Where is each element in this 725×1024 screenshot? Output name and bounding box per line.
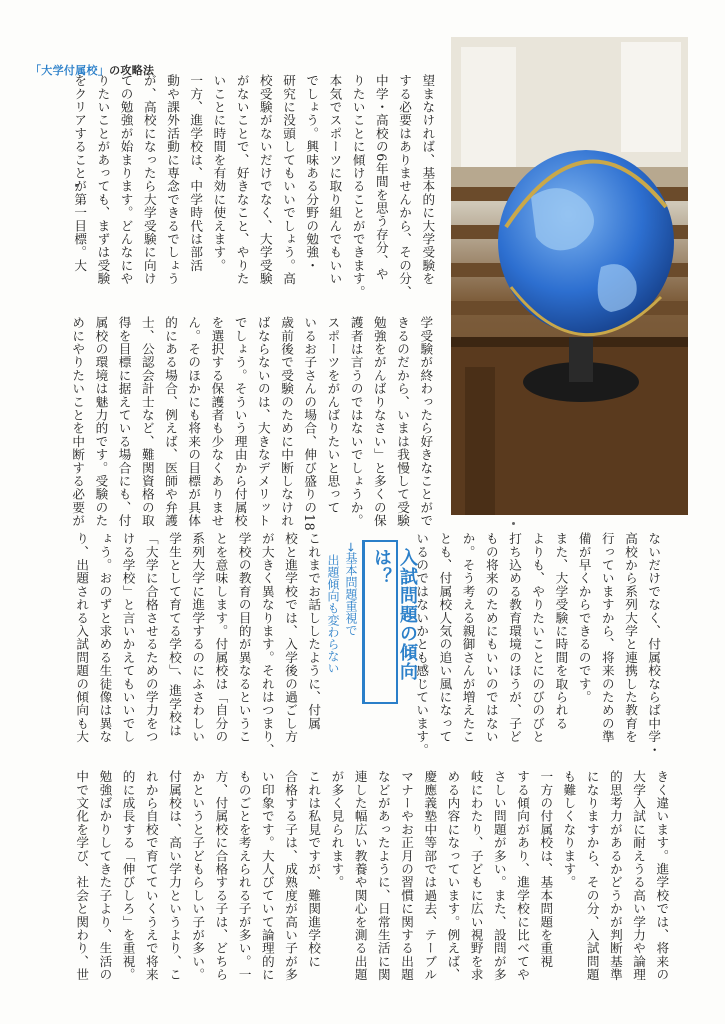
- globe-photo: [451, 37, 688, 515]
- section-heading: [362, 540, 418, 704]
- body-column-lower-left: きく違います。進学校では、将来の 大学入試に耐えうる高い学力や論理 的思考力があるかどうかが判断基準 になりますから、その分、入試問題 も難しくなります。 一方の付属校は、基本問題を重視 する傾向があり、進学校に比べてや さしい問題が多い。また、設問が多 岐にわたり、子どもに広い視野を求 める内容になっています。例えば、 慶應義塾中等部では過去、テーブル マナーやお正月の習慣に関する出題 などがあったように、日常生活に関 連した幅広い教養や関心を測る出題 が多く見られます。 これは私見ですが、難関進学校に 合格する子は、成熟度が高い子が多 い印象です。大人びていて論理的に ものごとを考えられる子が多い。一 方、付属校に合格する子は、どちら かというと子どもらしい子が多い。 付属校は、高い学力というより、こ れから自校で育てていくうえで将来 的に成長する「伸びしろ」を重視。 勉強ばかりしてきた子より、生活の 中で文化を学び、社会と関わり、世: [74, 770, 670, 982]
- section-header-label: の攻略法: [109, 64, 155, 77]
- margin-dot: [512, 522, 515, 525]
- section-subheading: →基本問題重視で 出題傾向も変わらない: [326, 542, 358, 674]
- section-heading-title: 入試問題の傾向は？: [371, 548, 418, 681]
- body-column-upper-left: 望まなければ、基本的に大学受験を する必要はありませんから、その分、 中学・高校の6年間を思う存分、や りたいことに傾けることができます。 本気でスポーツに取り組んでもいい でしょう。興味ある分野の勉強・ 研究に没頭してもいいでしょう。高 校受験がないだけでなく、大学受験 がないことで、好きなこと、やりた いことに時間を有効に使えます。 一方、進学校は、中学時代は部活 動や課外活動に専念できるでしょう が、高校になったら大学受験に向け ての勉強が始まります。どんなにや りたいことがあっても、まずは受験 をクリアすることが第一目標。大: [72, 74, 436, 299]
- body-column-lower-mid: これまでお話ししたように、付属 校と進学校では、入学後の過ごし方 が大きく異なります。それはつまり、 学校の教育の目的が異なるというこ とを意味します。付属校は「自分の 系列大学に進学するのにふさわしい 学生として育てる学校」、進学校は 「大学に合格させるための学力をつ ける学校」と言いかえてもいいでし ょう。おのずと求める生徒像は異な り、出題される入試問題の傾向も大: [74, 532, 322, 757]
- section-header-accent: 「大学付属校」: [30, 64, 110, 77]
- globe-photo-icon: [451, 37, 688, 515]
- body-column-upper-mid: 学受験が終わったら好きなことがで きるのだから、いまは我慢して受験 勉強をがんばりなさい」と多くの保 護者は言うのではないでしょうか。 スポーツをがんばりたいと思って いるお子さんの場合、伸び盛りの18 歳前後で受験のために中断しなけれ ばならないのは、大きなデメリット でしょう。そういう理由から付属校 を選択する保護者も少なくありませ ん。そのほかにも将来の目標が具体 的にある場合、例えば、医師や弁護 士、公認会計士など、難関資格の取 得を目標に据えている場合にも、付 属校の環境は魅力的です。受験のた めにやりたいことを中断する必要が: [70, 316, 434, 532]
- body-column-lower-right: ないだけでなく、付属校ならば中学・ 高校から系列大学と連携した教育を 行っていますから、将来のための準 備が早くからできるのです。 また、大学受験に時間を取られる よりも、やりたいことにのびのびと 打ち込める教育環境のほうが、子ど もの将来のためにもいいのではない か。そう考える親御さんが増えたこ とも、付属校人気の追い風になって いるのではないかとも感じています。: [414, 532, 662, 757]
